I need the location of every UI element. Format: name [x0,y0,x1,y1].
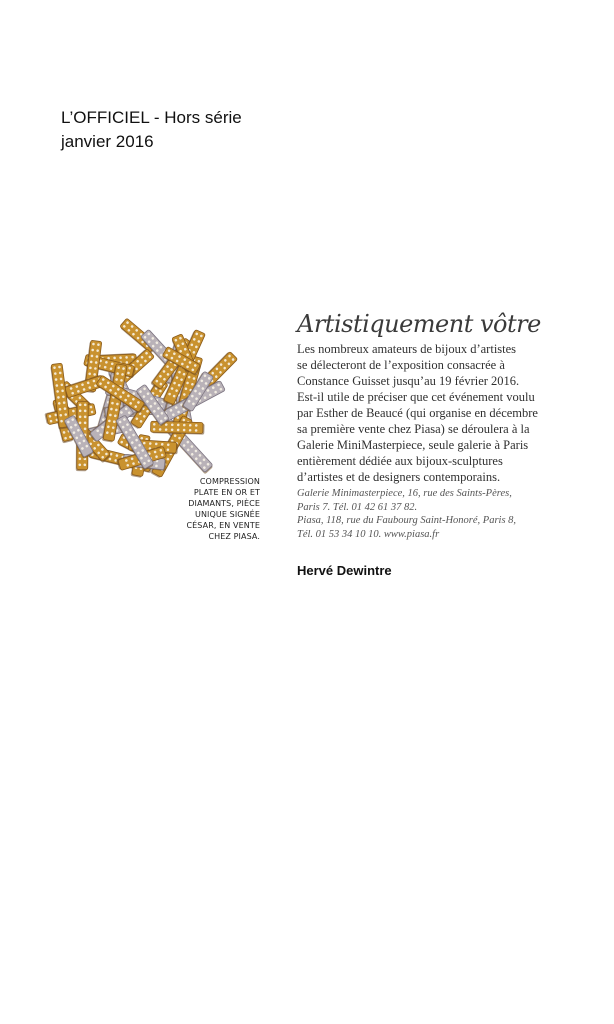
compression-jewel-image [25,290,245,500]
publication-title: L’OFFICIEL - Hors série [61,108,242,127]
article [297,309,559,541]
address-block [297,487,559,541]
caption-line: CHEZ PIASA. [208,532,260,541]
publication-header [61,106,242,154]
body-line: Les nombreux amateurs de bijoux d’artistes [297,342,517,356]
address-line: Paris 7. Tél. 01 42 61 37 82. [297,501,418,513]
body-line: Constance Guisset jusqu’au 19 février 2016. [297,374,520,388]
article-body [297,341,559,485]
body-line: entièrement dédiée aux bijoux-sculptures [297,454,503,468]
author-name: Hervé Dewintre [297,563,392,578]
publication-date: janvier 2016 [61,132,154,151]
caption-line: UNIQUE SIGNÉE [195,510,260,519]
address-line: Galerie Minimasterpiece, 16, rue des Saints-Pères, [297,488,512,499]
caption-line: PLATE EN OR ET [193,488,260,497]
body-line: d’artistes et de designers contemporains. [297,470,501,484]
body-line: par Esther de Beaucé (qui organise en décembre [297,406,538,420]
body-line: Galerie MiniMasterpiece, seule galerie à Paris [297,438,529,452]
jewel-bands [44,318,237,479]
body-line: se délecteront de l’exposition consacrée à [297,358,505,372]
caption-line: COMPRESSION [199,477,260,486]
body-line: sa première vente chez Piasa) se déroulera à la [297,422,530,436]
address-line: Piasa, 118, rue du Faubourg Saint-Honoré, Paris 8, [297,515,517,526]
caption-line: DIAMANTS, PIÈCE [188,499,260,508]
address-line: Tél. 01 53 34 10 10. www.piasa.fr [297,528,440,540]
image-caption [178,476,260,542]
caption-line: CÉSAR, EN VENTE [186,521,260,530]
body-line: Est-il utile de préciser que cet événement voulu [297,390,535,404]
article-title: Artistiquement vôtre [297,310,541,338]
